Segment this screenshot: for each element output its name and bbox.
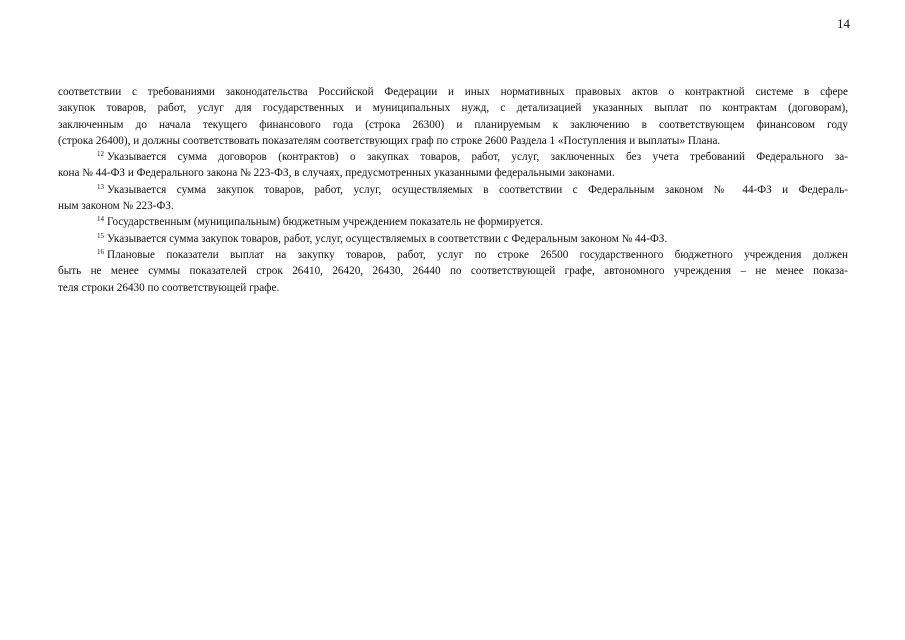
footnote-text: Указывается сумма договоров (контрактов) о закупках товаров, работ, услуг, заключенных без учета требований Федерального за- bbox=[107, 151, 848, 164]
footnote-13-line: ным законом № 223-ФЗ. bbox=[58, 200, 174, 213]
footnote-text: Плановые показатели выплат на закупку товаров, работ, услуг по строке 26500 государственного бюджетного учреждения должен bbox=[107, 248, 848, 261]
footnote-16-line: быть не менее суммы показателей строк 26410, 26420, 26430, 26440 по соответствующей графе, автономного учреждения – не менее показа- bbox=[58, 265, 848, 278]
footnote-marker: 15 bbox=[97, 231, 104, 240]
footnote-marker: 16 bbox=[97, 247, 104, 256]
footnote-marker: 12 bbox=[97, 150, 104, 159]
footnote-13-line bbox=[58, 182, 848, 198]
continuation-line: закупок товаров, работ, услуг для государственных и муниципальных нужд, с детализацией указанных выплат по контрактам (договорам), bbox=[58, 102, 848, 115]
footnote-text: Указывается сумма закупок товаров, работ, услуг, осуществляемых в соответствии с Федеральным законом № 44-ФЗ и Федераль- bbox=[107, 183, 848, 196]
footnote-12-line bbox=[58, 149, 848, 165]
footnote-text: Указывается сумма закупок товаров, работ, услуг, осуществляемых в соответствии с Федеральным законом № 44-ФЗ. bbox=[107, 232, 668, 245]
footnote-marker: 13 bbox=[97, 182, 104, 191]
footnotes-block bbox=[58, 84, 848, 296]
continuation-line: (строка 26400), и должны соответствовать показателям соответствующих граф по строке 2600 Раздела 1 «Поступления и выплаты» Плана. bbox=[58, 134, 721, 147]
continuation-line: соответствии с требованиями законодательства Российской Федерации и иных нормативных правовых актов о контрактной системе в сфере bbox=[58, 86, 848, 98]
page-number: 14 bbox=[837, 16, 850, 31]
footnote-15-line bbox=[58, 231, 848, 247]
footnote-16-line bbox=[58, 247, 848, 263]
continuation-line: заключенным до начала текущего финансового года (строка 26300) и планируемым к заключению в соответствующем финансовом году bbox=[58, 118, 848, 131]
footnote-16-line: теля строки 26430 по соответствующей графе. bbox=[58, 281, 280, 294]
footnote-14-line bbox=[58, 214, 848, 230]
footnote-marker: 14 bbox=[97, 215, 104, 224]
footnote-12-line: кона № 44-ФЗ и Федерального закона № 223-ФЗ, в случаях, предусмотренных указанными федеральными законами. bbox=[58, 167, 615, 180]
footnote-text: Государственным (муниципальным) бюджетным учреждением показатель не формируется. bbox=[107, 216, 543, 229]
